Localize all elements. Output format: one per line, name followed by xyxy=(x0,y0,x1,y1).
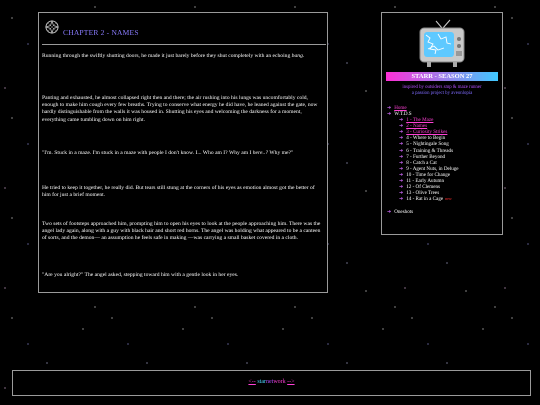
chapter-header xyxy=(42,18,326,45)
chapter-label: 5 - Nightingale Song xyxy=(406,141,449,148)
chapter-label: 4 - Where to Begin xyxy=(406,135,446,142)
arrow-right-icon: ➜ xyxy=(399,148,404,154)
chapter-label: 13 - Olive Trees xyxy=(406,190,440,197)
arrow-right-icon: ➜ xyxy=(399,179,404,184)
next-link[interactable]: --> xyxy=(287,379,295,385)
chapter-label[interactable]: 3 - Curiosity Strikes xyxy=(406,129,448,136)
star-emblem-icon xyxy=(44,19,60,35)
chapter-label: 9 - Agent Nuts, in Deluge xyxy=(406,165,459,172)
story-paragraph: Panting and exhausted, he almost collapsed right then and there; the air rushing into his lungs was uncomfortably cold, enough to make him cough every few breaths. Trying to conserve what energy he did have, he leaned against the gate, now hardly distinguishable from the walls it was housed in. Shutting his eyes and welcoming the darkness for a moment, everything came tumbling down on him right. xyxy=(42,95,318,123)
story-paragraph: Two sets of footsteps approached him, prompting him to open his eyes to look at the people approaching him. There was the angel lady again, along with a guy with black hair and short red horns. The angel was holding what appeared to be a canteen of sorts, and the demon— an assumption he feels safe in making —was carrying a small basket covered in a cloth. xyxy=(42,221,321,242)
chapter-label: 6 - Training & Threads xyxy=(406,147,454,154)
passion-project-text: a passion project by aveonlopia xyxy=(411,91,473,96)
arrow-right-icon: ➜ xyxy=(399,136,404,142)
prev-link[interactable]: <-- xyxy=(248,379,256,385)
chapter-label: 10 - Time for Change xyxy=(406,171,451,178)
story-paragraph: He tried to keep it together, he really did. But tears still stung at the corners of his eyes as emotion almost got the better of him for just a brief moment. xyxy=(42,185,315,199)
season-title: STARR - SEASON 27 xyxy=(386,72,498,81)
arrow-right-icon: ➜ xyxy=(399,191,404,197)
television-icon xyxy=(418,19,466,69)
arrow-right-icon: ➜ xyxy=(399,118,404,123)
chapter-panel xyxy=(38,12,328,293)
footer-webring xyxy=(12,370,531,396)
arrow-right-icon: ➜ xyxy=(399,197,404,203)
chapter-label[interactable]: 1 - The Maze xyxy=(406,117,434,123)
chapter-label: 14 - Rat in a Cage xyxy=(406,196,444,203)
story-paragraph: "Are you alright?" The angel asked, stepping toward him with a gentle look in her eyes. xyxy=(42,272,239,278)
sidebar xyxy=(381,12,503,235)
nav-item-wtds: ➜ W.T.D.S xyxy=(387,111,412,117)
new-badge: new xyxy=(445,196,452,202)
arrow-right-icon: ➜ xyxy=(387,112,392,117)
arrow-right-icon: ➜ xyxy=(387,106,392,111)
arrow-right-icon: ➜ xyxy=(399,154,404,160)
chapter-label: 11 - Early Autumn xyxy=(406,178,445,184)
arrow-right-icon: ➜ xyxy=(399,166,404,172)
arrow-right-icon: ➜ xyxy=(399,130,404,136)
chapter-label: 8 - Catch a Cat xyxy=(406,159,437,166)
webring-net: net xyxy=(265,379,274,385)
story-paragraph: Running through the swiftly shutting doors, he made it just barely before they shut completely with an echoing bang. xyxy=(42,53,305,59)
chapter-label[interactable]: 2 - Names xyxy=(406,123,428,130)
arrow-right-icon: ➜ xyxy=(399,185,404,191)
webring-star: star xyxy=(257,379,266,385)
chapter-label: 7 - Further Beyond xyxy=(406,153,446,160)
nav-item-oneshots[interactable]: ➜ Oneshots xyxy=(387,209,414,215)
arrow-right-icon: ➜ xyxy=(399,172,404,178)
arrow-right-icon: ➜ xyxy=(399,142,404,148)
chapter-title: CHAPTER 2 - NAMES xyxy=(63,28,139,37)
arrow-right-icon: ➜ xyxy=(387,210,392,215)
webring-nav xyxy=(13,379,530,385)
nav-item-home[interactable]: ➜ Home xyxy=(387,105,407,111)
chapter-label: 12 - Of Clemens xyxy=(406,184,441,191)
inspired-by-text: inspired by outsiders smp & maze runner xyxy=(402,85,482,90)
arrow-right-icon: ➜ xyxy=(399,124,404,130)
story-paragraph: "I'm. Stuck in a maze. I'm stuck in a maze with people I don't know. I... Who am I? Why am I here..? Why me?" xyxy=(42,150,294,156)
arrow-right-icon: ➜ xyxy=(399,160,404,166)
chapter-item xyxy=(399,196,452,203)
webring-work: work xyxy=(273,379,286,385)
